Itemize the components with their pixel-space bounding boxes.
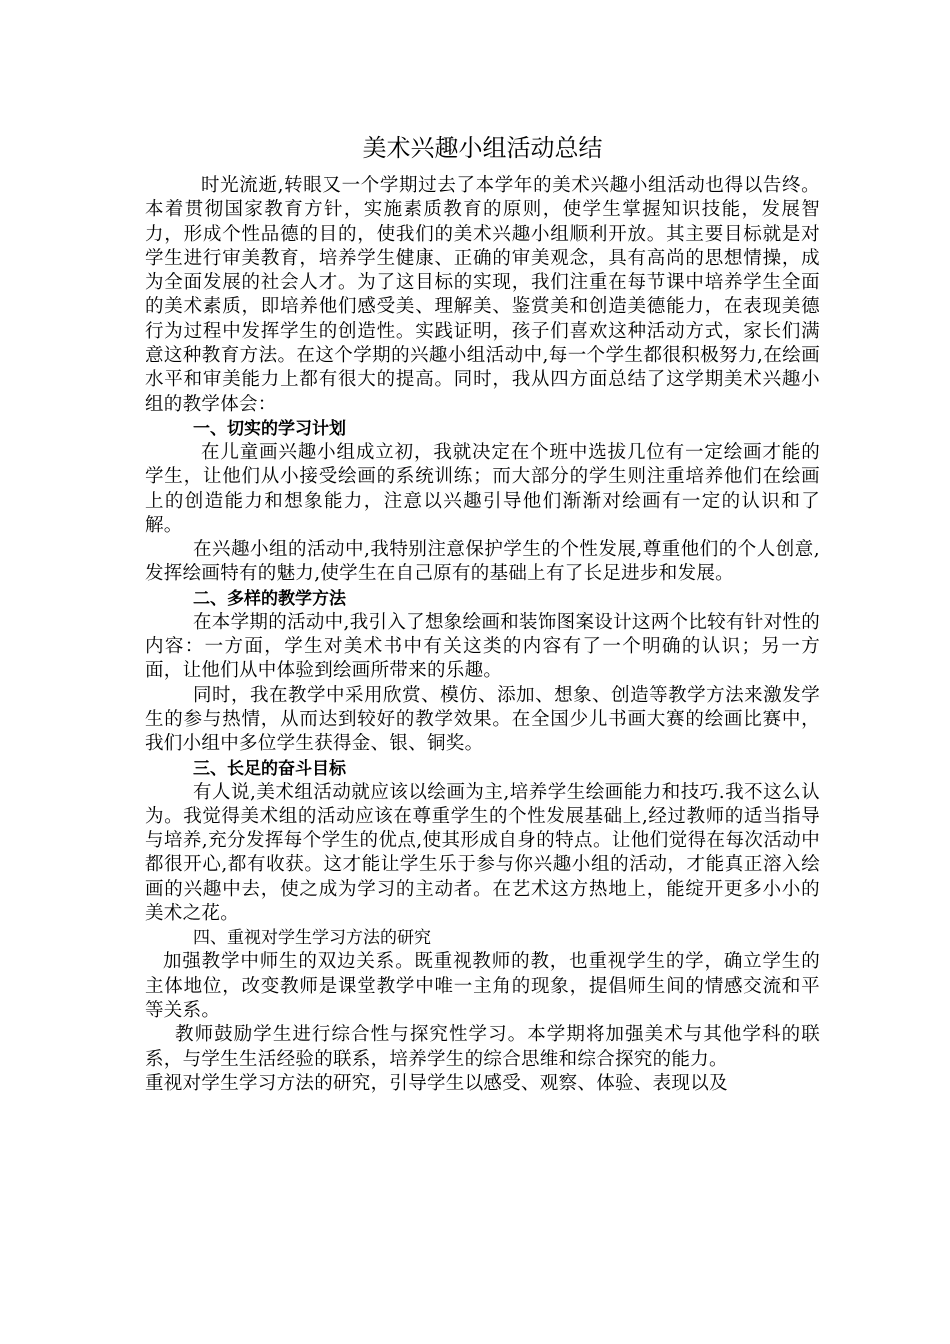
section-4-paragraph-1: 加强教学中师生的双边关系。既重视教师的教，也重视学生的学，确立学生的主体地位，改变教师是课堂教学中唯一主角的现象，提倡师生间的情感交流和平等关系。 bbox=[145, 951, 820, 1021]
section-1-paragraph-1: 在儿童画兴趣小组成立初，我就决定在个班中选拔几位有一定绘画才能的学生，让他们从小接受绘画的系统训练；而大部分的学生则注重培养他们在绘画上的创造能力和想象能力，注意以兴趣引导他们渐渐对绘画有一定的认识和了解。 bbox=[145, 441, 820, 536]
section-3-paragraph-1: 有人说,美术组活动就应该以绘画为主,培养学生绘画能力和技巧.我不这么认为。我觉得美术组的活动应该在尊重学生的个性发展基础上,经过教师的适当指导与培养,充分发挥每个学生的优点,使其形成自身的特点。让他们觉得在每次活动中都很开心,都有收获。这才能让学生乐于参与你兴趣小组的活动，才能真正溶入绘画的兴趣中去，使之成为学习的主动者。在艺术这方热地上，能绽开更多小小的美术之花。 bbox=[145, 781, 820, 925]
section-4-paragraph-3: 重视对学生学习方法的研究，引导学生以感受、观察、体验、表现以及 bbox=[145, 1072, 728, 1094]
intro-paragraph: 时光流逝,转眼又一个学期过去了本学年的美术兴趣小组活动也得以告终。本着贯彻国家教育方针，实施素质教育的原则，使学生掌握知识技能，发展智力，形成个性品德的目的，使我们的美术兴趣小组顺利开放。其主要目标就是对学生进行审美教育，培养学生健康、正确的审美观念，具有高尚的思想情操，成为全面发展的社会人才。为了这目标的实现，我们注重在每节课中培养学生全面的美术素质，即培养他们感受美、理解美、鉴赏美和创造美德能力，在表现美德行为过程中发挥学生的创造性。实践证明，孩子们喜欢这种活动方式，家长们满意这种教育方法。在这个学期的兴趣小组活动中,每一个学生都很积极努力,在绘画水平和审美能力上都有很大的提高。同时，我从四方面总结了这学期美术兴趣小组的教学体会： bbox=[145, 175, 820, 415]
section-4-paragraph-2: 教师鼓励学生进行综合性与探究性学习。本学期将加强美术与其他学科的联系，与学生生活经验的联系，培养学生的综合思维和综合探究的能力。 bbox=[145, 1024, 820, 1070]
section-2-paragraph-1: 在本学期的活动中,我引入了想象绘画和装饰图案设计这两个比较有针对性的内容：一方面，学生对美术书中有关这类的内容有了一个明确的认识；另一方面，让他们从中体验到绘画所带来的乐趣。 bbox=[145, 611, 820, 682]
section-1-paragraph-2: 在兴趣小组的活动中,我特别注意保护学生的个性发展,尊重他们的个人创意,发挥绘画特有的魅力,使学生在自己原有的基础上有了长足进步和发展。 bbox=[145, 539, 820, 585]
section-2-heading: 二、多样的教学方法 bbox=[193, 588, 346, 609]
section-3-heading: 三、长足的奋斗目标 bbox=[193, 758, 346, 779]
document-title: 美术兴趣小组活动总结 bbox=[362, 134, 603, 162]
section-2-paragraph-2: 同时，我在教学中采用欣赏、模仿、添加、想象、创造等教学方法来激发学生的参与热情，从而达到较好的教学效果。在全国少儿书画大赛的绘画比赛中，我们小组中多位学生获得金、银、铜奖。 bbox=[145, 684, 820, 755]
document-page bbox=[145, 128, 820, 1096]
section-4-heading: 四、重视对学生学习方法的研究 bbox=[193, 928, 431, 949]
section-1-heading: 一、切实的学习计划 bbox=[193, 418, 346, 439]
